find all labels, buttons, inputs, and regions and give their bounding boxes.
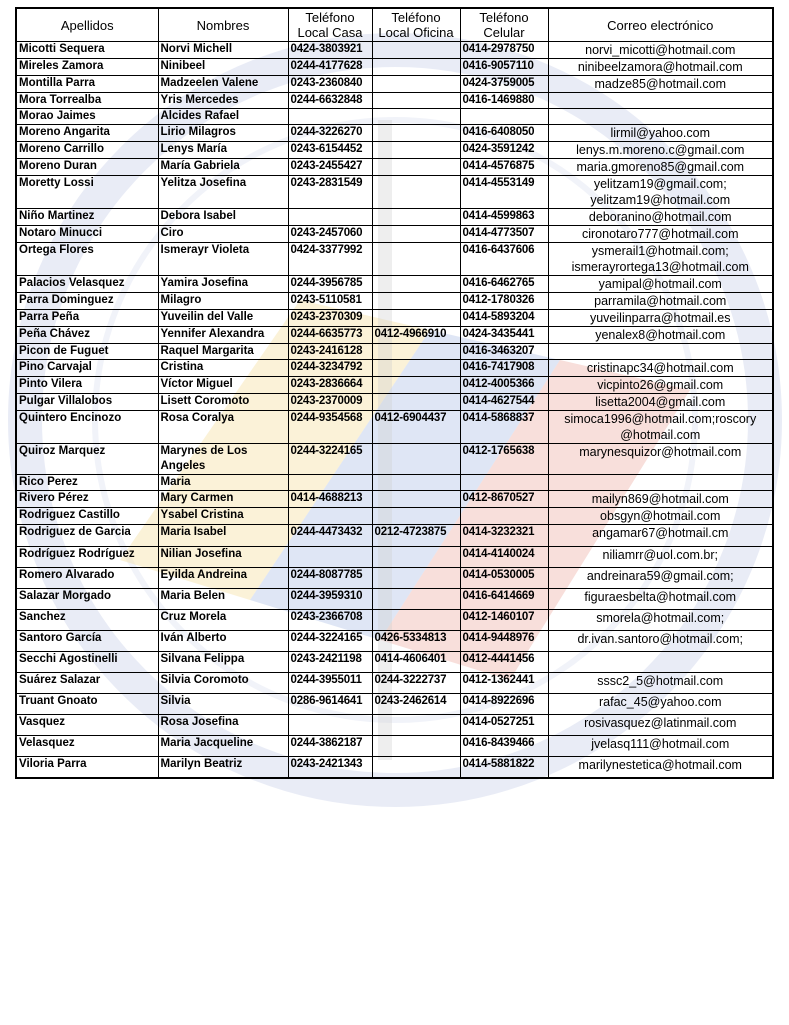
cell-tel-casa: 0243-2360840 [288,76,372,93]
cell-tel-celular: 0412-4005366 [460,377,548,394]
cell-tel-celular: 0414-4773507 [460,226,548,243]
cell-correo [548,93,773,109]
table-row [16,176,773,209]
cell-apellidos: Micotti Sequera [16,42,158,59]
table-row [16,673,773,694]
cell-tel-celular: 0414-4140024 [460,547,548,568]
cell-nombres: Iván Alberto [158,631,288,652]
cell-apellidos: Peña Chávez [16,327,158,344]
cell-apellidos: Quintero Encinozo [16,411,158,444]
cell-nombres: Yelitza Josefina [158,176,288,209]
table-row [16,652,773,673]
cell-nombres: Silvana Felippa [158,652,288,673]
cell-nombres: Norvi Michell [158,42,288,59]
cell-correo [548,109,773,125]
cell-apellidos: Rodríguez Rodríguez [16,547,158,568]
cell-tel-celular: 0416-6414669 [460,589,548,610]
cell-tel-oficina [372,344,460,360]
cell-nombres: Maria Belen [158,589,288,610]
cell-nombres: Lenys María [158,142,288,159]
cell-nombres: Mary Carmen [158,491,288,508]
cell-correo: andreinara59@gmail.com; [548,568,773,589]
cell-tel-casa: 0244-6635773 [288,327,372,344]
cell-nombres: Víctor Miguel [158,377,288,394]
cell-tel-casa: 0424-3377992 [288,243,372,276]
cell-tel-celular [460,508,548,525]
cell-tel-casa: 0243-2457060 [288,226,372,243]
cell-tel-oficina [372,125,460,142]
cell-tel-oficina [372,360,460,377]
cell-correo: maria.gmoreno85@gmail.com [548,159,773,176]
cell-tel-casa: 0243-2455427 [288,159,372,176]
cell-tel-oficina [372,589,460,610]
cell-nombres: Debora Isabel [158,209,288,226]
cell-tel-celular: 0414-4576875 [460,159,548,176]
table-row [16,377,773,394]
cell-correo: ninibeelzamora@hotmail.com [548,59,773,76]
table-row [16,525,773,547]
cell-tel-oficina [372,142,460,159]
cell-tel-celular: 0414-5868837 [460,411,548,444]
cell-nombres: Ysabel Cristina [158,508,288,525]
table-row [16,125,773,142]
cell-apellidos: Parra Peña [16,310,158,327]
cell-nombres: Eyilda Andreina [158,568,288,589]
cell-tel-celular: 0414-5881822 [460,757,548,778]
cell-correo: cironotaro777@hotmail.com [548,226,773,243]
table-row [16,93,773,109]
cell-correo [548,344,773,360]
cell-tel-casa: 0243-2366708 [288,610,372,631]
cell-apellidos: Salazar Morgado [16,589,158,610]
cell-tel-casa: 0243-2836664 [288,377,372,394]
cell-apellidos: Pulgar Villalobos [16,394,158,411]
table-row [16,293,773,310]
cell-nombres: Madzeelen Valene [158,76,288,93]
cell-correo: parramila@hotmail.com [548,293,773,310]
cell-tel-oficina: 0243-2462614 [372,694,460,715]
cell-tel-celular: 0414-3232321 [460,525,548,547]
cell-tel-casa: 0243-2370009 [288,394,372,411]
cell-tel-oficina: 0426-5334813 [372,631,460,652]
cell-apellidos: Romero Alvarado [16,568,158,589]
cell-apellidos: Pinto Vilera [16,377,158,394]
cell-tel-oficina [372,42,460,59]
table-row [16,394,773,411]
cell-correo: mailyn869@hotmail.com [548,491,773,508]
cell-apellidos: Rodriguez de Garcia [16,525,158,547]
cell-tel-celular: 0416-8439466 [460,736,548,757]
table-row [16,344,773,360]
header-tel-casa: Teléfono Local Casa [288,8,372,42]
cell-tel-casa: 0243-2416128 [288,344,372,360]
cell-tel-celular: 0414-4553149 [460,176,548,209]
cell-apellidos: Notaro Minucci [16,226,158,243]
cell-tel-celular: 0424-3591242 [460,142,548,159]
table-row [16,736,773,757]
cell-apellidos: Parra Dominguez [16,293,158,310]
cell-apellidos: Montilla Parra [16,76,158,93]
cell-nombres: Alcides Rafael [158,109,288,125]
header-tel-oficina: Teléfono Local Oficina [372,8,460,42]
cell-apellidos: Palacios Velasquez [16,276,158,293]
table-row [16,109,773,125]
table-row [16,757,773,778]
cell-tel-oficina: 0244-3222737 [372,673,460,694]
cell-tel-oficina [372,59,460,76]
cell-tel-casa: 0243-2421198 [288,652,372,673]
cell-correo: smorela@hotmail.com; [548,610,773,631]
cell-correo: yuveilinparra@hotmail.es [548,310,773,327]
table-row [16,159,773,176]
cell-tel-oficina [372,736,460,757]
cell-tel-casa: 0244-4473432 [288,525,372,547]
cell-apellidos: Rivero Pérez [16,491,158,508]
cell-tel-casa [288,475,372,491]
cell-tel-oficina: 0212-4723875 [372,525,460,547]
table-row [16,276,773,293]
cell-apellidos: Secchi Agostinelli [16,652,158,673]
header-tel-celular: Teléfono Celular [460,8,548,42]
cell-nombres: Silvia Coromoto [158,673,288,694]
cell-nombres: Milagro [158,293,288,310]
cell-apellidos: Moreno Duran [16,159,158,176]
table-row [16,610,773,631]
cell-correo: yenalex8@hotmail.com [548,327,773,344]
cell-tel-celular: 0414-2978750 [460,42,548,59]
cell-tel-oficina [372,159,460,176]
cell-tel-oficina [372,276,460,293]
header-row [16,8,773,42]
cell-correo: ysmerail1@hotmail.com; ismerayrortega13@hotmail.com [548,243,773,276]
cell-tel-celular: 0416-6408050 [460,125,548,142]
cell-tel-oficina [372,243,460,276]
table-row [16,411,773,444]
cell-tel-celular: 0416-9057110 [460,59,548,76]
cell-nombres: María Gabriela [158,159,288,176]
cell-apellidos: Vasquez [16,715,158,736]
cell-tel-celular [460,109,548,125]
table-row [16,209,773,226]
cell-nombres: Nilian Josefina [158,547,288,568]
cell-correo: madze85@hotmail.com [548,76,773,93]
cell-nombres: Silvia [158,694,288,715]
cell-tel-celular: 0416-6462765 [460,276,548,293]
cell-nombres: Ninibeel [158,59,288,76]
cell-tel-casa: 0244-3956785 [288,276,372,293]
cell-tel-oficina [372,176,460,209]
cell-apellidos: Ortega Flores [16,243,158,276]
cell-nombres: Lirio Milagros [158,125,288,142]
cell-tel-casa: 0243-2370309 [288,310,372,327]
header-apellidos: Apellidos [16,8,158,42]
cell-correo: marynesquizor@hotmail.com [548,444,773,475]
cell-correo: jvelasq111@hotmail.com [548,736,773,757]
cell-tel-celular: 0416-1469880 [460,93,548,109]
cell-tel-oficina [372,568,460,589]
cell-tel-celular: 0414-5893204 [460,310,548,327]
cell-tel-celular: 0424-3435441 [460,327,548,344]
table-row [16,243,773,276]
cell-tel-oficina [372,394,460,411]
cell-nombres: Cristina [158,360,288,377]
table-row [16,76,773,93]
table-row [16,508,773,525]
cell-nombres: Maria Isabel [158,525,288,547]
contacts-table [15,7,774,779]
cell-apellidos: Morao Jaimes [16,109,158,125]
cell-apellidos: Mora Torrealba [16,93,158,109]
cell-tel-celular: 0424-3759005 [460,76,548,93]
cell-correo: marilynestetica@hotmail.com [548,757,773,778]
table-row [16,444,773,475]
cell-tel-celular: 0412-1460107 [460,610,548,631]
cell-tel-celular: 0412-1362441 [460,673,548,694]
header-correo: Correo electrónico [548,8,773,42]
cell-tel-casa: 0244-3226270 [288,125,372,142]
cell-tel-oficina [372,508,460,525]
cell-tel-casa: 0243-5110581 [288,293,372,310]
cell-apellidos: Sanchez [16,610,158,631]
cell-tel-oficina: 0412-4966910 [372,327,460,344]
cell-tel-celular: 0416-7417908 [460,360,548,377]
cell-tel-casa: 0424-3803921 [288,42,372,59]
cell-tel-casa [288,109,372,125]
cell-tel-celular: 0414-0530005 [460,568,548,589]
cell-tel-oficina: 0412-6904437 [372,411,460,444]
cell-correo: dr.ivan.santoro@hotmail.com; [548,631,773,652]
cell-nombres: Ismerayr Violeta [158,243,288,276]
cell-nombres: Maria Jacqueline [158,736,288,757]
table-row [16,360,773,377]
cell-tel-oficina [372,226,460,243]
table-row [16,694,773,715]
cell-correo: niliamrr@uol.com.br; [548,547,773,568]
cell-tel-oficina [372,475,460,491]
table-row [16,310,773,327]
cell-tel-casa [288,508,372,525]
cell-tel-casa [288,715,372,736]
cell-apellidos: Niño Martinez [16,209,158,226]
cell-nombres: Rosa Josefina [158,715,288,736]
cell-tel-casa: 0414-4688213 [288,491,372,508]
cell-correo: lirmil@yahoo.com [548,125,773,142]
cell-tel-casa: 0244-6632848 [288,93,372,109]
cell-apellidos: Moreno Carrillo [16,142,158,159]
cell-nombres: Cruz Morela [158,610,288,631]
cell-nombres: Raquel Margarita [158,344,288,360]
cell-correo: norvi_micotti@hotmail.com [548,42,773,59]
table-row [16,226,773,243]
cell-apellidos: Moreno Angarita [16,125,158,142]
cell-tel-oficina [372,610,460,631]
cell-tel-casa: 0244-4177628 [288,59,372,76]
cell-tel-casa: 0244-3224165 [288,444,372,475]
cell-nombres: Maria [158,475,288,491]
cell-apellidos: Velasquez [16,736,158,757]
cell-correo: cristinapc34@hotmail.com [548,360,773,377]
cell-apellidos: Quiroz Marquez [16,444,158,475]
table-row [16,547,773,568]
cell-tel-casa: 0243-6154452 [288,142,372,159]
cell-nombres: Yris Mercedes [158,93,288,109]
cell-nombres: Marynes de Los Angeles [158,444,288,475]
cell-tel-celular: 0414-9448976 [460,631,548,652]
cell-nombres: Yuveilin del Valle [158,310,288,327]
table-row [16,142,773,159]
cell-tel-oficina [372,293,460,310]
cell-correo: figuraesbelta@hotmail.com [548,589,773,610]
cell-nombres: Rosa Coralya [158,411,288,444]
cell-tel-casa: 0244-3862187 [288,736,372,757]
cell-correo: angamar67@hotmail.cm [548,525,773,547]
cell-tel-casa: 0243-2421343 [288,757,372,778]
cell-correo: rosivasquez@latinmail.com [548,715,773,736]
cell-tel-celular: 0414-4599863 [460,209,548,226]
table-row [16,631,773,652]
table-row [16,589,773,610]
cell-apellidos: Santoro García [16,631,158,652]
cell-correo [548,652,773,673]
cell-apellidos: Viloria Parra [16,757,158,778]
cell-tel-celular: 0414-0527251 [460,715,548,736]
cell-tel-casa: 0244-3224165 [288,631,372,652]
table-row [16,568,773,589]
cell-correo: lisetta2004@gmail.com [548,394,773,411]
cell-tel-oficina [372,93,460,109]
cell-tel-oficina [372,377,460,394]
header-nombres: Nombres [158,8,288,42]
table-row [16,715,773,736]
cell-apellidos: Suárez Salazar [16,673,158,694]
cell-correo: deboranino@hotmail.com [548,209,773,226]
cell-correo: vicpinto26@gmail.com [548,377,773,394]
cell-apellidos: Pino Carvajal [16,360,158,377]
cell-tel-casa: 0244-9354568 [288,411,372,444]
cell-correo: yelitzam19@gmail.com; yelitzam19@hotmail.com [548,176,773,209]
cell-apellidos: Mireles Zamora [16,59,158,76]
cell-apellidos: Rico Perez [16,475,158,491]
cell-nombres: Yamira Josefina [158,276,288,293]
cell-tel-oficina: 0414-4606401 [372,652,460,673]
cell-correo: lenys.m.moreno.c@gmail.com [548,142,773,159]
table-row [16,491,773,508]
cell-tel-celular: 0416-3463207 [460,344,548,360]
cell-tel-oficina [372,757,460,778]
table-row [16,327,773,344]
cell-nombres: Yennifer Alexandra [158,327,288,344]
cell-apellidos: Picon de Fuguet [16,344,158,360]
cell-tel-casa [288,209,372,226]
cell-tel-casa: 0244-3955011 [288,673,372,694]
cell-tel-celular: 0412-1765638 [460,444,548,475]
cell-tel-casa: 0286-9614641 [288,694,372,715]
cell-tel-casa: 0244-3234792 [288,360,372,377]
table-row [16,59,773,76]
cell-nombres: Lisett Coromoto [158,394,288,411]
cell-nombres: Marilyn Beatriz [158,757,288,778]
cell-tel-celular [460,475,548,491]
cell-tel-oficina [372,547,460,568]
cell-tel-casa [288,547,372,568]
cell-tel-celular: 0412-8670527 [460,491,548,508]
cell-correo: rafac_45@yahoo.com [548,694,773,715]
cell-nombres: Ciro [158,226,288,243]
cell-tel-casa: 0243-2831549 [288,176,372,209]
table-row [16,475,773,491]
cell-apellidos: Moretty Lossi [16,176,158,209]
cell-tel-casa: 0244-3959310 [288,589,372,610]
cell-correo [548,475,773,491]
cell-tel-celular: 0416-6437606 [460,243,548,276]
cell-tel-casa: 0244-8087785 [288,568,372,589]
table-row [16,42,773,59]
cell-correo: simoca1996@hotmail.com;roscory @hotmail.com [548,411,773,444]
cell-apellidos: Rodriguez Castillo [16,508,158,525]
cell-correo: sssc2_5@hotmail.com [548,673,773,694]
cell-tel-oficina [372,715,460,736]
cell-tel-oficina [372,444,460,475]
cell-tel-oficina [372,310,460,327]
cell-correo: obsgyn@hotmail.com [548,508,773,525]
cell-tel-celular: 0412-1780326 [460,293,548,310]
cell-tel-celular: 0414-8922696 [460,694,548,715]
cell-tel-celular: 0412-4441456 [460,652,548,673]
cell-tel-oficina [372,209,460,226]
cell-tel-oficina [372,109,460,125]
cell-correo: yamipal@hotmail.com [548,276,773,293]
cell-tel-oficina [372,491,460,508]
cell-apellidos: Truant Gnoato [16,694,158,715]
cell-tel-oficina [372,76,460,93]
cell-tel-celular: 0414-4627544 [460,394,548,411]
